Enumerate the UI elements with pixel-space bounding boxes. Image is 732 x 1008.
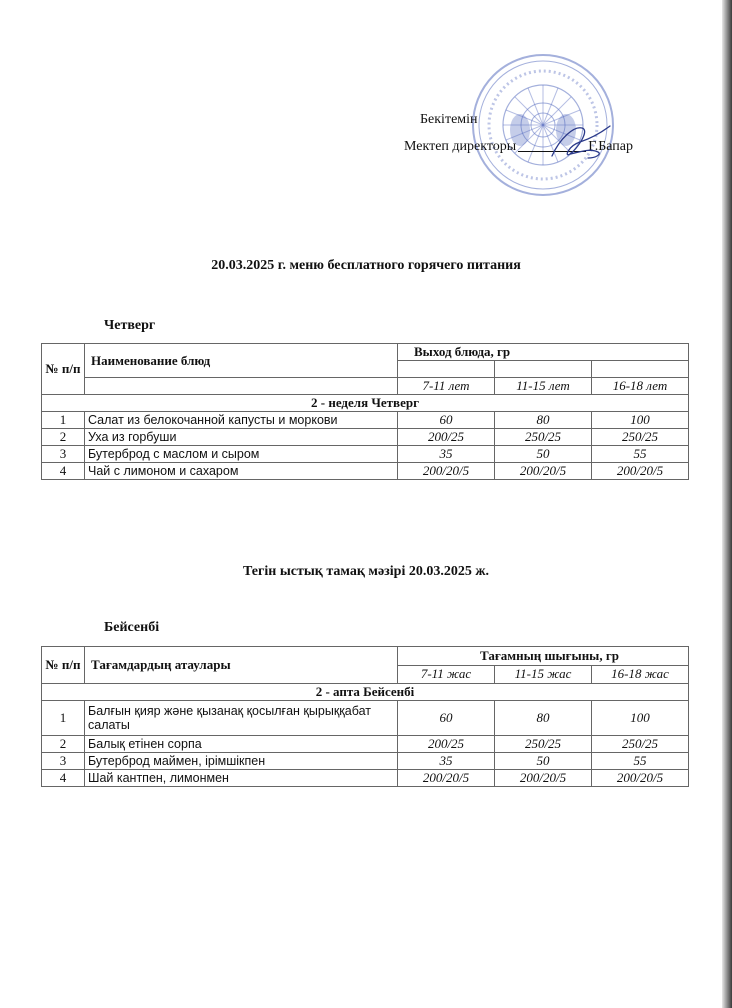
dish-name: Балық етінен сорпа xyxy=(85,736,398,753)
portion-value: 200/20/5 xyxy=(592,463,689,480)
table-row xyxy=(42,701,689,736)
age-col-1: 7-11 лет xyxy=(398,378,495,395)
row-num: 4 xyxy=(42,463,85,480)
table-row xyxy=(42,463,689,480)
portion-value: 250/25 xyxy=(592,429,689,446)
portion-value: 55 xyxy=(592,446,689,463)
row-num: 4 xyxy=(42,770,85,787)
age-col-3: 16-18 жас xyxy=(592,665,689,684)
age-col-2: 11-15 жас xyxy=(495,665,592,684)
portion-value: 80 xyxy=(495,701,592,736)
portion-value: 50 xyxy=(495,753,592,770)
week-row xyxy=(42,684,689,701)
menu-title-ru: 20.03.2025 г. меню бесплатного горячего питания xyxy=(211,258,521,273)
portion-value: 100 xyxy=(592,412,689,429)
col-output-header: Выход блюда, гр xyxy=(398,344,689,361)
menu-table-kz xyxy=(41,646,689,787)
table-header-row xyxy=(42,647,689,666)
table-row xyxy=(42,736,689,753)
age-col-2: 11-15 лет xyxy=(495,378,592,395)
table-row xyxy=(42,412,689,429)
col-name-header: Тағамдардың атаулары xyxy=(85,647,398,684)
table-row xyxy=(42,770,689,787)
dish-name: Чай с лимоном и сахаром xyxy=(85,463,398,480)
spacer-cell xyxy=(592,361,689,378)
portion-value: 80 xyxy=(495,412,592,429)
spacer-cell xyxy=(398,361,495,378)
dish-name: Уха из горбуши xyxy=(85,429,398,446)
week-row xyxy=(42,395,689,412)
col-name-header: Наименование блюд xyxy=(85,344,398,378)
portion-value: 200/20/5 xyxy=(398,463,495,480)
portion-value: 55 xyxy=(592,753,689,770)
menu-table-ru xyxy=(41,343,689,480)
row-num: 1 xyxy=(42,701,85,736)
portion-value: 200/25 xyxy=(398,429,495,446)
portion-value: 100 xyxy=(592,701,689,736)
handwritten-signature-icon xyxy=(540,118,620,168)
scan-edge-shadow xyxy=(722,0,732,1008)
col-num-header: № п/п xyxy=(42,647,85,684)
dish-name: Балғын қияр және қызанақ қосылған қырыққабат салаты xyxy=(85,701,398,736)
dish-name: Бутерброд маймен, ірімшікпен xyxy=(85,753,398,770)
spacer-cell xyxy=(495,361,592,378)
table-row xyxy=(42,753,689,770)
portion-value: 250/25 xyxy=(592,736,689,753)
director-name: Г.Бапар xyxy=(588,139,634,154)
dish-name: Шай кантпен, лимонмен xyxy=(85,770,398,787)
week-label: 2 - апта Бейсенбі xyxy=(42,684,689,701)
portion-value: 250/25 xyxy=(495,736,592,753)
portion-value: 35 xyxy=(398,446,495,463)
row-num: 3 xyxy=(42,753,85,770)
approval-label: Бекітемін xyxy=(420,112,478,127)
row-num: 3 xyxy=(42,446,85,463)
portion-value: 200/20/5 xyxy=(592,770,689,787)
portion-value: 250/25 xyxy=(495,429,592,446)
col-num-header: № п/п xyxy=(42,344,85,395)
age-col-3: 16-18 лет xyxy=(592,378,689,395)
week-label: 2 - неделя Четверг xyxy=(42,395,689,412)
table-row xyxy=(42,446,689,463)
weekday-ru: Четверг xyxy=(104,318,156,333)
row-num: 2 xyxy=(42,736,85,753)
col-output-header: Тағамның шығыны, гр xyxy=(398,647,689,666)
portion-value: 200/20/5 xyxy=(495,463,592,480)
portion-value: 50 xyxy=(495,446,592,463)
dish-name: Бутерброд с маслом и сыром xyxy=(85,446,398,463)
director-title: Мектеп директоры xyxy=(404,139,517,154)
table-header-row xyxy=(42,344,689,361)
table-age-row xyxy=(42,378,689,395)
portion-value: 35 xyxy=(398,753,495,770)
portion-value: 60 xyxy=(398,701,495,736)
portion-value: 200/25 xyxy=(398,736,495,753)
row-num: 2 xyxy=(42,429,85,446)
age-col-1: 7-11 жас xyxy=(398,665,495,684)
menu-title-kz: Тегін ыстық тамақ мәзірі 20.03.2025 ж. xyxy=(243,564,489,579)
portion-value: 200/20/5 xyxy=(495,770,592,787)
table-row xyxy=(42,429,689,446)
portion-value: 60 xyxy=(398,412,495,429)
portion-value: 200/20/5 xyxy=(398,770,495,787)
dish-name: Салат из белокочанной капусты и моркови xyxy=(85,412,398,429)
spacer-cell xyxy=(85,378,398,395)
weekday-kz: Бейсенбі xyxy=(104,620,160,635)
row-num: 1 xyxy=(42,412,85,429)
